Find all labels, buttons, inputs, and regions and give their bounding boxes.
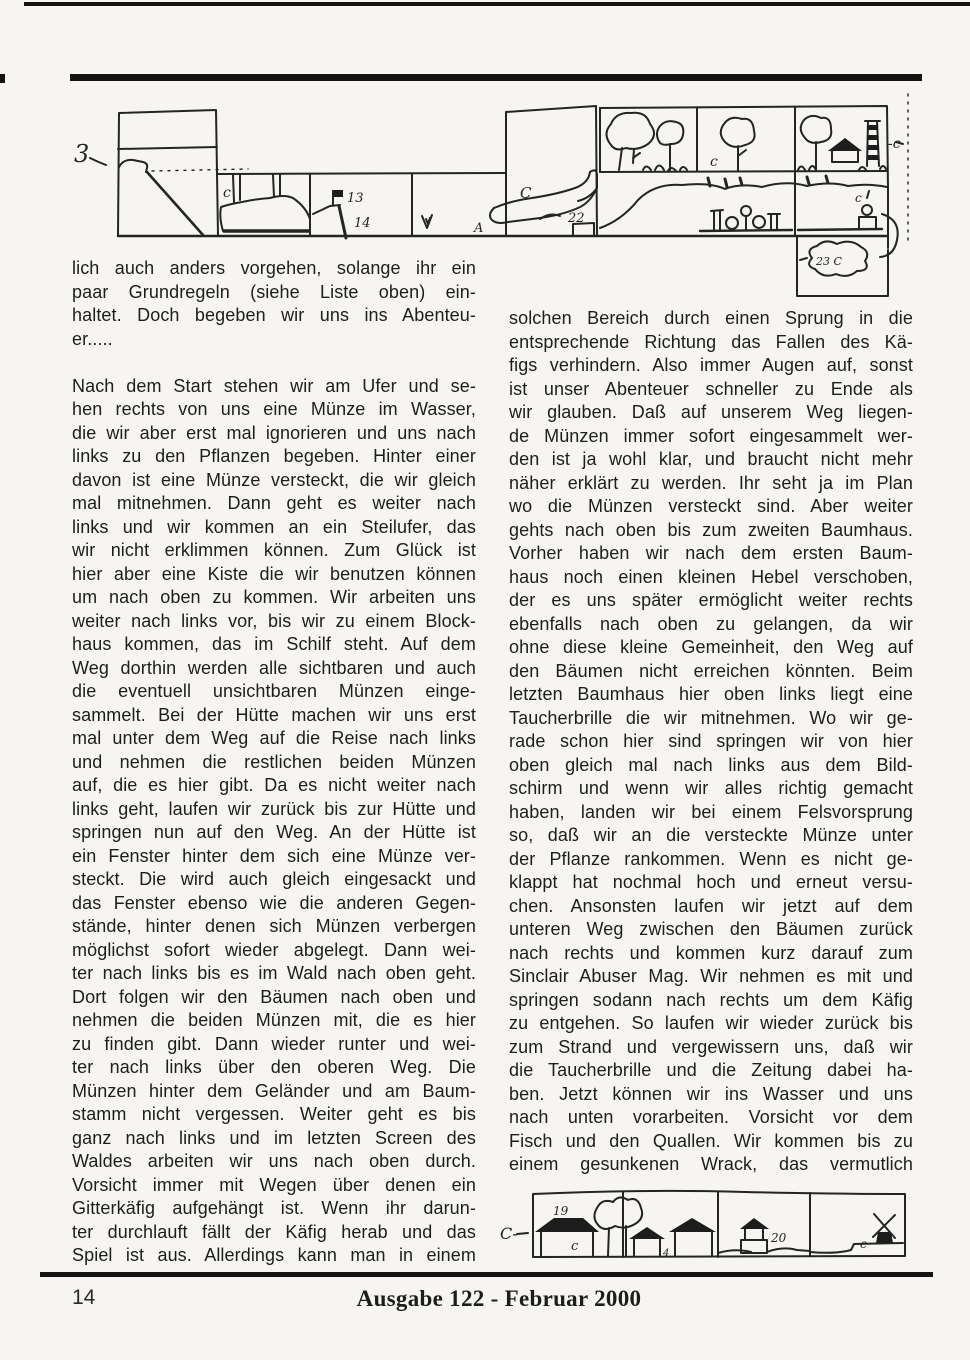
text-line: lich auch anders vorgehen, solange ihr ein	[72, 258, 476, 278]
article-column-right	[509, 307, 913, 1177]
text-line: unteren Weg zwischen den Bäumen zurück	[509, 919, 913, 939]
text-line: entsprechende Richtung das Fallen des Kä-	[509, 331, 913, 352]
map-label-22: 22	[568, 211, 585, 226]
map-label-island-c: C	[520, 184, 532, 202]
text-line: wir glauben. Daß auf unserem Weg liegen-	[509, 402, 913, 422]
map-label-3: 3	[74, 140, 90, 168]
text-line: stände, hinter denen sich Münzen verbergen	[72, 916, 476, 936]
text-line: haben, landen wir bei einem Felsvorsprung	[509, 801, 913, 822]
text-line: um nach oben zu kommen. Wir arbeiten uns	[72, 587, 476, 607]
footer-divider-bar	[40, 1272, 933, 1277]
map-label-hut-c: c	[855, 191, 862, 205]
text-line: nehmen die beiden Münzen mit, die es hier	[72, 1010, 476, 1030]
text-line: ben. Jetzt können wir ins Wasser und uns	[509, 1083, 913, 1104]
map-label-right-c: -c	[888, 136, 901, 152]
text-line: links und wir kommen an ein Steilufer, das	[72, 516, 476, 537]
text-line: schirm und wenn wir alles richtig gemacht	[509, 778, 913, 798]
text-line: haltet. Doch begeben wir uns ins Abenteu-	[72, 305, 476, 325]
text-line: und nehmen die restlichen beiden Münzen	[72, 751, 476, 772]
text-line: ohne diese kleine Gemeinheit, den Weg auf	[509, 637, 913, 657]
text-line: Nach dem Start stehen wir am Ufer und se-	[72, 375, 476, 396]
text-line: sammelt. Bei der Hütte machen wir uns erst	[72, 704, 476, 725]
text-line: die Taucherbrille und die Zeitung dabei ha-	[509, 1060, 913, 1080]
text-line: mal mitnehmen. Dann geht es weiter nach	[72, 493, 476, 513]
text-line: wir nicht erklimmen können. Zum Glück ist	[72, 540, 476, 560]
text-line: haus kommen, das im Schilf steht. Auf dem	[72, 634, 476, 654]
text-line: Dort folgen wir den Bäumen nach oben und	[72, 986, 476, 1007]
text-line: die eventuell unsichtbaren Münzen einge-	[72, 681, 476, 701]
text-line: stamm nicht vergessen. Weiter geht es bis	[72, 1104, 476, 1124]
text-line: Taucherbrille die wir mitnehmen. Wo wir ge-	[509, 707, 913, 728]
text-line: solchen Bereich durch einen Sprung in die	[509, 308, 913, 328]
text-line: links geht, laufen wir zurück bis zur Hütte und	[72, 798, 476, 819]
text-line: näher erklärt zu werden. Ihr seht ja im Plan	[509, 472, 913, 493]
text-line: Vorsicht immer mit Wegen über denen ein	[72, 1174, 476, 1195]
text-line: steckt. Die wird auch gleich eingesackt und	[72, 869, 476, 889]
text-line: die wir aber erst mal ignorieren und uns nach	[72, 422, 476, 443]
header-divider-bar	[70, 74, 922, 81]
text-line: chen. Ansonsten laufen wir jetzt auf dem	[509, 895, 913, 916]
map-label-14: 14	[354, 216, 371, 231]
text-line: links zu den Pflanzen begeben. Hinter einer	[72, 446, 476, 466]
text-line: figs verhindern. Also immer Augen auf, sonst	[509, 355, 913, 375]
text-line: Gitterkäfig aufgehängt ist. Wenn ihr darun-	[72, 1198, 476, 1218]
text-line: ter durchlauft fällt der Käfig herab und das	[72, 1221, 476, 1242]
text-line: weiter nach links vor, bis wir zu einem Block-	[72, 610, 476, 631]
map-label-trees-c: c	[710, 154, 718, 170]
text-line: Fisch und den Quallen. Wir kommen bis zu	[509, 1130, 913, 1151]
text-line: springen sodann nach rechts um dem Käfig	[509, 989, 913, 1010]
text-line: der Pflanze rankommen. Wenn es nicht ge-	[509, 848, 913, 869]
scan-artifact	[0, 74, 5, 83]
text-line: Vorher haben wir nach dem ersten Baum-	[509, 543, 913, 563]
article-column-left	[72, 257, 476, 1268]
map-label-13: 13	[347, 191, 364, 206]
text-line: rade schon hier sind springen wir von hier	[509, 731, 913, 751]
text-line: springen nun auf den Weg. An der Hütte ist	[72, 822, 476, 842]
text-line: davon ist eine Münze versteckt, die wir gleich	[72, 469, 476, 490]
text-line: ein Fenster hinter dem sich eine Münze ver-	[72, 845, 476, 866]
text-line: auf, die es hier gibt. Da es nicht weiter nach	[72, 775, 476, 795]
text-line: de Münzen immer sofort eingesammelt wer-	[509, 425, 913, 446]
page-number: 14	[72, 1286, 96, 1309]
text-line: Weg dorthin werden alle sichtbaren und auch	[72, 657, 476, 678]
text-line: Münzen hinter dem Geländer und am Baum-	[72, 1080, 476, 1101]
text-line: Waldes arbeiten wir uns nach oben durch.	[72, 1151, 476, 1171]
text-line: den Bäumen nicht erreichen könnten. Beim	[509, 660, 913, 681]
text-line: Spiel ist aus. Allerdings kann man in einem	[72, 1245, 476, 1265]
map-label-19: 19	[553, 1204, 569, 1218]
text-line: zu finden gibt. Dann wieder runter und wei-	[72, 1033, 476, 1054]
map-label-a: A	[474, 221, 484, 236]
text-line: oben gleich mal nach links aus dem Bild-	[509, 754, 913, 775]
map-label-house-c: c	[571, 1239, 579, 1254]
map-label-pier-c: c	[223, 185, 231, 201]
text-line: wo die Münzen versteckt sind. Aber weiter	[509, 496, 913, 516]
text-line: ganz nach links und im letzten Screen des	[72, 1127, 476, 1148]
text-line: ter nach links über den oberen Weg. Die	[72, 1057, 476, 1077]
top-edge-rule	[24, 2, 970, 6]
text-line: nach rechts und kommen kurz darauf zum	[509, 942, 913, 963]
text-line: paar Grundregeln (siehe Liste oben) ein-	[72, 281, 476, 302]
text-line: er.....	[72, 328, 113, 349]
text-line: ebenfalls nach oben zu gelangen, da wir	[509, 613, 913, 634]
bottom-map-sketch	[495, 1182, 915, 1274]
text-line: ist unser Abenteuer schneller zu Ende als	[509, 378, 913, 399]
text-line: nach unten vorarbeiten. Vorsicht vor dem	[509, 1107, 913, 1127]
map-label-c-out: C-	[500, 1224, 518, 1243]
footer-issue-title: Ausgabe 122 - Februar 2000	[356, 1286, 642, 1311]
text-line: haus noch einen kleinen Hebel verschoben,	[509, 566, 913, 587]
map-label-4: 4	[663, 1248, 670, 1259]
text-line: zum Strand und vergewissern uns, daß wir	[509, 1036, 913, 1057]
text-line: zu entgehen. So laufen wir wieder zurück bis	[509, 1013, 913, 1033]
text-line: den ist ja wohl klar, und braucht nicht mehr	[509, 449, 913, 469]
map-label-20: 20	[771, 1231, 787, 1245]
map-label-23c: 23 C	[816, 255, 842, 268]
text-line: mal unter dem Weg auf die Reise nach links	[72, 728, 476, 748]
text-line: der es uns später ermöglicht weiter rechts	[509, 590, 913, 610]
text-line: letzten Baumhaus hier oben links liegt eine	[509, 684, 913, 704]
text-line: ter nach links bis es im Wald nach oben geht.	[72, 963, 476, 983]
text-line: hen rechts von uns eine Münze im Wasser,	[72, 399, 476, 419]
text-line: gehts nach oben bis zum zweiten Baumhaus.	[509, 519, 913, 540]
map-label-mill-c: c	[860, 1237, 867, 1251]
text-line: hier aber eine Kiste die wir benutzen können	[72, 563, 476, 584]
text-line: klappt hat nochmal hoch und erneut versu-	[509, 872, 913, 892]
text-line	[72, 351, 476, 375]
text-line: Sinclair Abuser Mag. Wir nehmen es mit und	[509, 966, 913, 986]
text-line: möglichst sofort wieder abgelegt. Dann wei-	[72, 939, 476, 960]
text-line: so, daß wir an die versteckte Münze unter	[509, 825, 913, 845]
text-line: das Fenster ebenso wie die anderen Gegen-	[72, 892, 476, 913]
text-line: einem gesunkenen Wrack, das vermutlich	[509, 1154, 913, 1174]
